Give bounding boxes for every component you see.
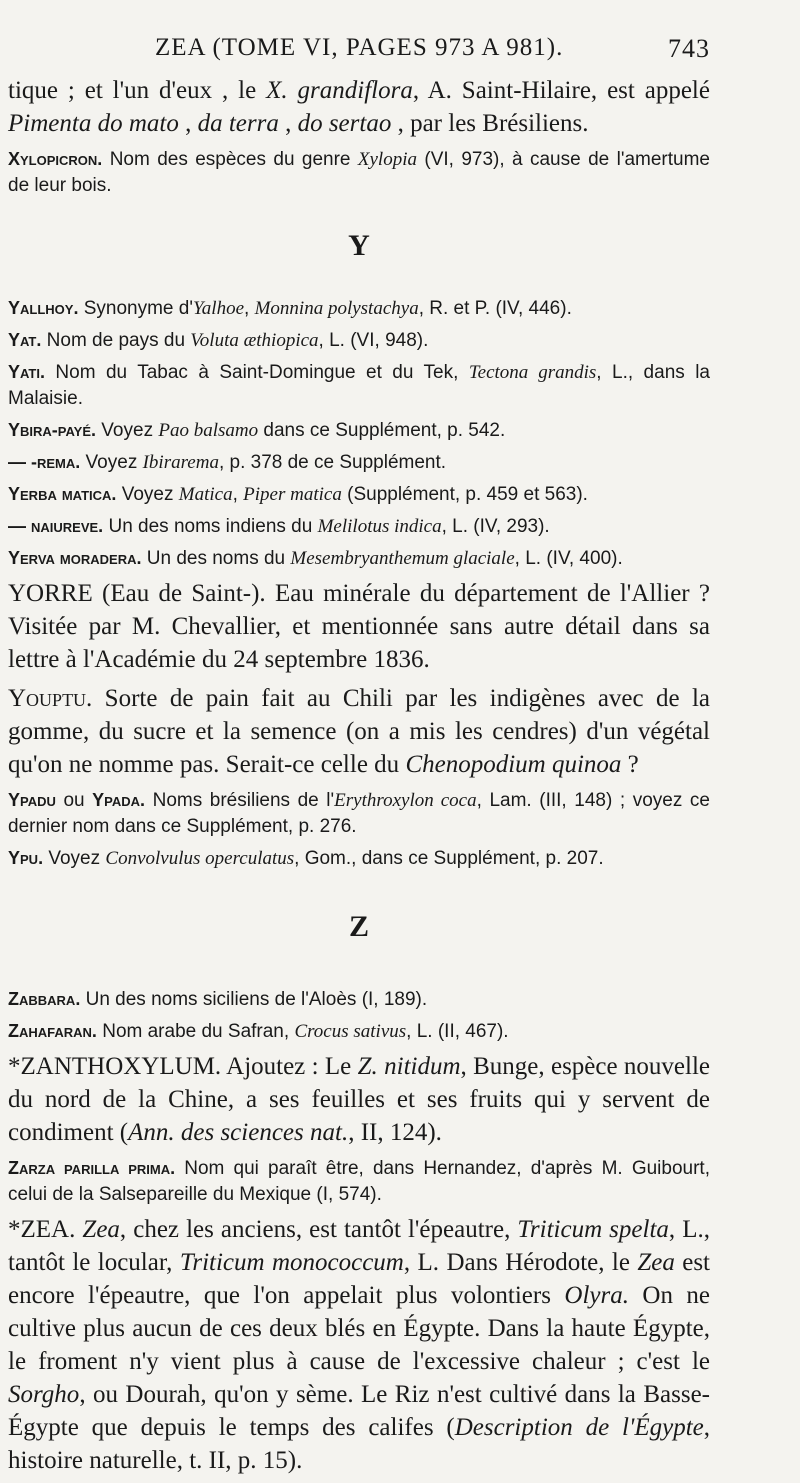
- entry-species: Mesembryanthemum glaciale: [290, 548, 515, 569]
- section-letter-z: Z: [348, 910, 369, 943]
- entry-text: ,: [232, 484, 244, 505]
- entry-species: Piper matica: [243, 484, 342, 505]
- entry-term: YORRE: [8, 580, 93, 607]
- entry-term: *ZEA.: [8, 1216, 76, 1243]
- entry-reference: Ann. des sciences nat.: [128, 1119, 349, 1146]
- entry-text: Nom qui paraît être, dans Hernandez, d'après M. Guibourt, celui de la Salsepareille du Mexique (I, 574).: [8, 1158, 710, 1205]
- entry-term: Zabbara.: [8, 989, 81, 1009]
- entry-ypu: [8, 845, 710, 872]
- entry-text: Voyez: [43, 848, 106, 869]
- entry-text: Ajoutez : Le: [221, 1053, 358, 1080]
- entry-zahafaran: [8, 1018, 710, 1045]
- entry-species: Olyra.: [564, 1282, 629, 1309]
- entry-text: (Eau de Saint-). Eau minérale du département de l'Allier ? Visitée par M. Chevallier, et mentionnée sans autre détail dans sa lettre à l'Académie du 24 septembre 1836.: [8, 580, 710, 673]
- page-header: [0, 34, 800, 68]
- entry-species: Crocus sativus: [294, 1021, 407, 1042]
- entry-term: Ypu.: [8, 848, 44, 868]
- entry-text: , L. Dans Hérodote, le: [403, 1249, 638, 1276]
- entry-text: Un des noms siciliens de l'Aloès (I, 189).: [80, 989, 428, 1010]
- entry-text: Un des noms du: [141, 548, 291, 569]
- entry-text: , Bunge, espèce nouvelle du nord de la Chine, a ses feuilles et ses fruits qui y servent de condiment (: [8, 1053, 711, 1146]
- entry-zea: [8, 1213, 710, 1477]
- entry-term: Xylopicron.: [8, 149, 103, 169]
- entry-text: Nom de pays du: [41, 330, 191, 351]
- entry-zarza: [8, 1155, 710, 1208]
- entry-text: , L., dans la Malaisie.: [8, 362, 710, 409]
- entry-species: Erythroxylon coca: [334, 790, 477, 811]
- entry-term: Ypadu: [8, 790, 56, 810]
- entry-term: Youptu.: [8, 685, 93, 712]
- entry-text: ?: [621, 751, 639, 778]
- entry-yorre: [8, 577, 710, 676]
- entry-text: , chez les anciens, est tantôt l'épeautre,: [119, 1216, 518, 1243]
- entry-zanthoxylum: [8, 1050, 710, 1149]
- intro-name-2: da terra: [197, 110, 279, 137]
- entry-text: , L. (II, 467).: [406, 1021, 509, 1042]
- running-head: ZEA (TOME VI, PAGES 973 A 981).: [155, 34, 564, 61]
- entry-species: Monnina polystachya: [254, 298, 419, 319]
- entry-species: Pao balsamo: [158, 420, 259, 441]
- intro-sep-1: ,: [178, 110, 198, 137]
- entry-term: — naiureve.: [8, 516, 104, 536]
- entry-text: , L. (IV, 400).: [514, 548, 623, 569]
- entry-species: Sorgho: [8, 1381, 80, 1408]
- section-letter-y: Y: [348, 229, 370, 262]
- intro-sep-2: ,: [278, 110, 298, 137]
- entry-yat: [8, 327, 710, 354]
- entry-text: , Lam. (III, 148) ; voyez ce dernier nom dans ce Supplément, p. 276.: [8, 790, 710, 837]
- entry-term: Zahafaran.: [8, 1021, 97, 1041]
- page-body: [8, 74, 710, 1483]
- entry-term: Zarza parilla prima.: [8, 1158, 176, 1178]
- entry-term: Yerba matica.: [8, 484, 117, 504]
- entry-text: , L., tantôt le locular,: [8, 1216, 710, 1276]
- entry-text: , histoire naturelle, t. II, p. 15).: [8, 1414, 710, 1474]
- intro-paragraph: [8, 74, 710, 140]
- entry-species: Chenopodium quinoa: [405, 751, 622, 778]
- entry-species: Triticum monococcum: [179, 1249, 404, 1276]
- entry-ypadu: [8, 787, 710, 840]
- entry-species: Convolvulus operculatus: [105, 848, 295, 869]
- entry-ybira-rema: [8, 449, 710, 476]
- entry-text: ou: [55, 790, 93, 811]
- entry-youptu: [8, 682, 710, 781]
- intro-name-1: Pimenta do mato: [8, 110, 179, 137]
- intro-text-2: , A. Saint-Hilaire, est appelé: [412, 77, 710, 104]
- entry-zabbara: [8, 986, 710, 1013]
- entry-species: Zea: [82, 1216, 120, 1243]
- entry-species: Yalhoe: [192, 298, 245, 319]
- entry-species: Matica: [178, 484, 233, 505]
- entry-term: — -rema.: [8, 452, 81, 472]
- intro-text-3: , par les Brésiliens.: [391, 110, 589, 137]
- entry-term: Ypada.: [92, 790, 146, 810]
- entry-species: Ibirarema: [142, 452, 219, 473]
- entry-text: , R. et P. (IV, 446).: [418, 298, 572, 319]
- entry-yallhoy: [8, 295, 710, 322]
- entry-yerba-naiureve: [8, 513, 710, 540]
- entry-text: On ne cultive plus aucun de ces deux blés en Égypte. Dans la haute Égypte, le froment n'y vient plus à cause de l'excessive chaleur ; c'est le: [8, 1282, 710, 1375]
- entry-species: Triticum spelta: [517, 1216, 669, 1243]
- entry-text: Synonyme d': [78, 298, 193, 319]
- entry-species: Xylopia: [357, 149, 417, 170]
- entry-text: , ou Dourah, qu'on y sème. Le Riz n'est cultivé dans la Basse-Égypte que depuis le temps des califes (: [8, 1381, 710, 1441]
- entry-yerba-matica: [8, 481, 710, 508]
- entry-term: Yat.: [8, 330, 42, 350]
- entry-text: Noms brésiliens de l': [145, 790, 335, 811]
- intro-species: X. grandiflora: [266, 77, 413, 104]
- entry-text: ,: [244, 298, 255, 319]
- entry-text: Un des noms indiens du: [103, 516, 318, 537]
- entry-xylopicron: [8, 146, 710, 199]
- entry-term: Yerva moradera.: [8, 548, 142, 568]
- entry-text: Nom du Tabac à Saint-Domingue et du Tek,: [44, 362, 469, 383]
- entry-text: Voyez: [96, 420, 159, 441]
- entry-ybira-paye: [8, 417, 710, 444]
- entry-text: , p. 378 de ce Supplément.: [218, 452, 447, 473]
- entry-term: Yallhoy.: [8, 298, 79, 318]
- entry-species: Tectona grandis: [468, 362, 597, 383]
- entry-term: Ybira-payé.: [8, 420, 97, 440]
- entry-reference: Description de l'Égypte: [454, 1414, 704, 1441]
- entry-text: (Supplément, p. 459 et 563).: [341, 484, 588, 505]
- entry-term: Yati.: [8, 362, 45, 382]
- entry-text: Nom arabe du Safran,: [96, 1021, 295, 1042]
- entry-text: Voyez: [116, 484, 179, 505]
- entry-text: Voyez: [80, 452, 143, 473]
- entry-text: , L. (IV, 293).: [441, 516, 550, 537]
- entry-text: , II, 124).: [348, 1119, 442, 1146]
- entry-term: *ZANTHOXYLUM.: [8, 1053, 222, 1080]
- entry-text: (VI, 973), à cause de l'amertume de leur bois.: [8, 149, 710, 196]
- entry-text: dans ce Supplément, p. 542.: [258, 420, 506, 441]
- entry-yerva-moradera: [8, 545, 710, 572]
- entry-text: est encore l'épeautre, que l'on appelait plus volontiers: [8, 1249, 710, 1309]
- entry-species: Z. nitidum: [357, 1053, 461, 1080]
- entry-text: Sorte de pain fait au Chili par les indigènes avec de la gomme, du sucre et la semence (on a mis les cendres) d'un végétal qu'on ne nomme pas. Serait-ce celle du: [8, 685, 710, 778]
- entry-text: , L. (VI, 948).: [318, 330, 429, 351]
- entry-species: Zea: [637, 1249, 675, 1276]
- intro-text-1: tique ; et l'un d'eux , le: [8, 77, 267, 104]
- entry-species: Melilotus indica: [317, 516, 442, 537]
- page-number: 743: [668, 34, 710, 63]
- intro-name-3: do sertao: [297, 110, 392, 137]
- entry-species: Voluta æthiopica: [190, 330, 319, 351]
- entry-text: , Gom., dans ce Supplément, p. 207.: [294, 848, 604, 869]
- entry-yati: [8, 359, 710, 412]
- entry-text: Nom des espèces du genre: [102, 149, 358, 170]
